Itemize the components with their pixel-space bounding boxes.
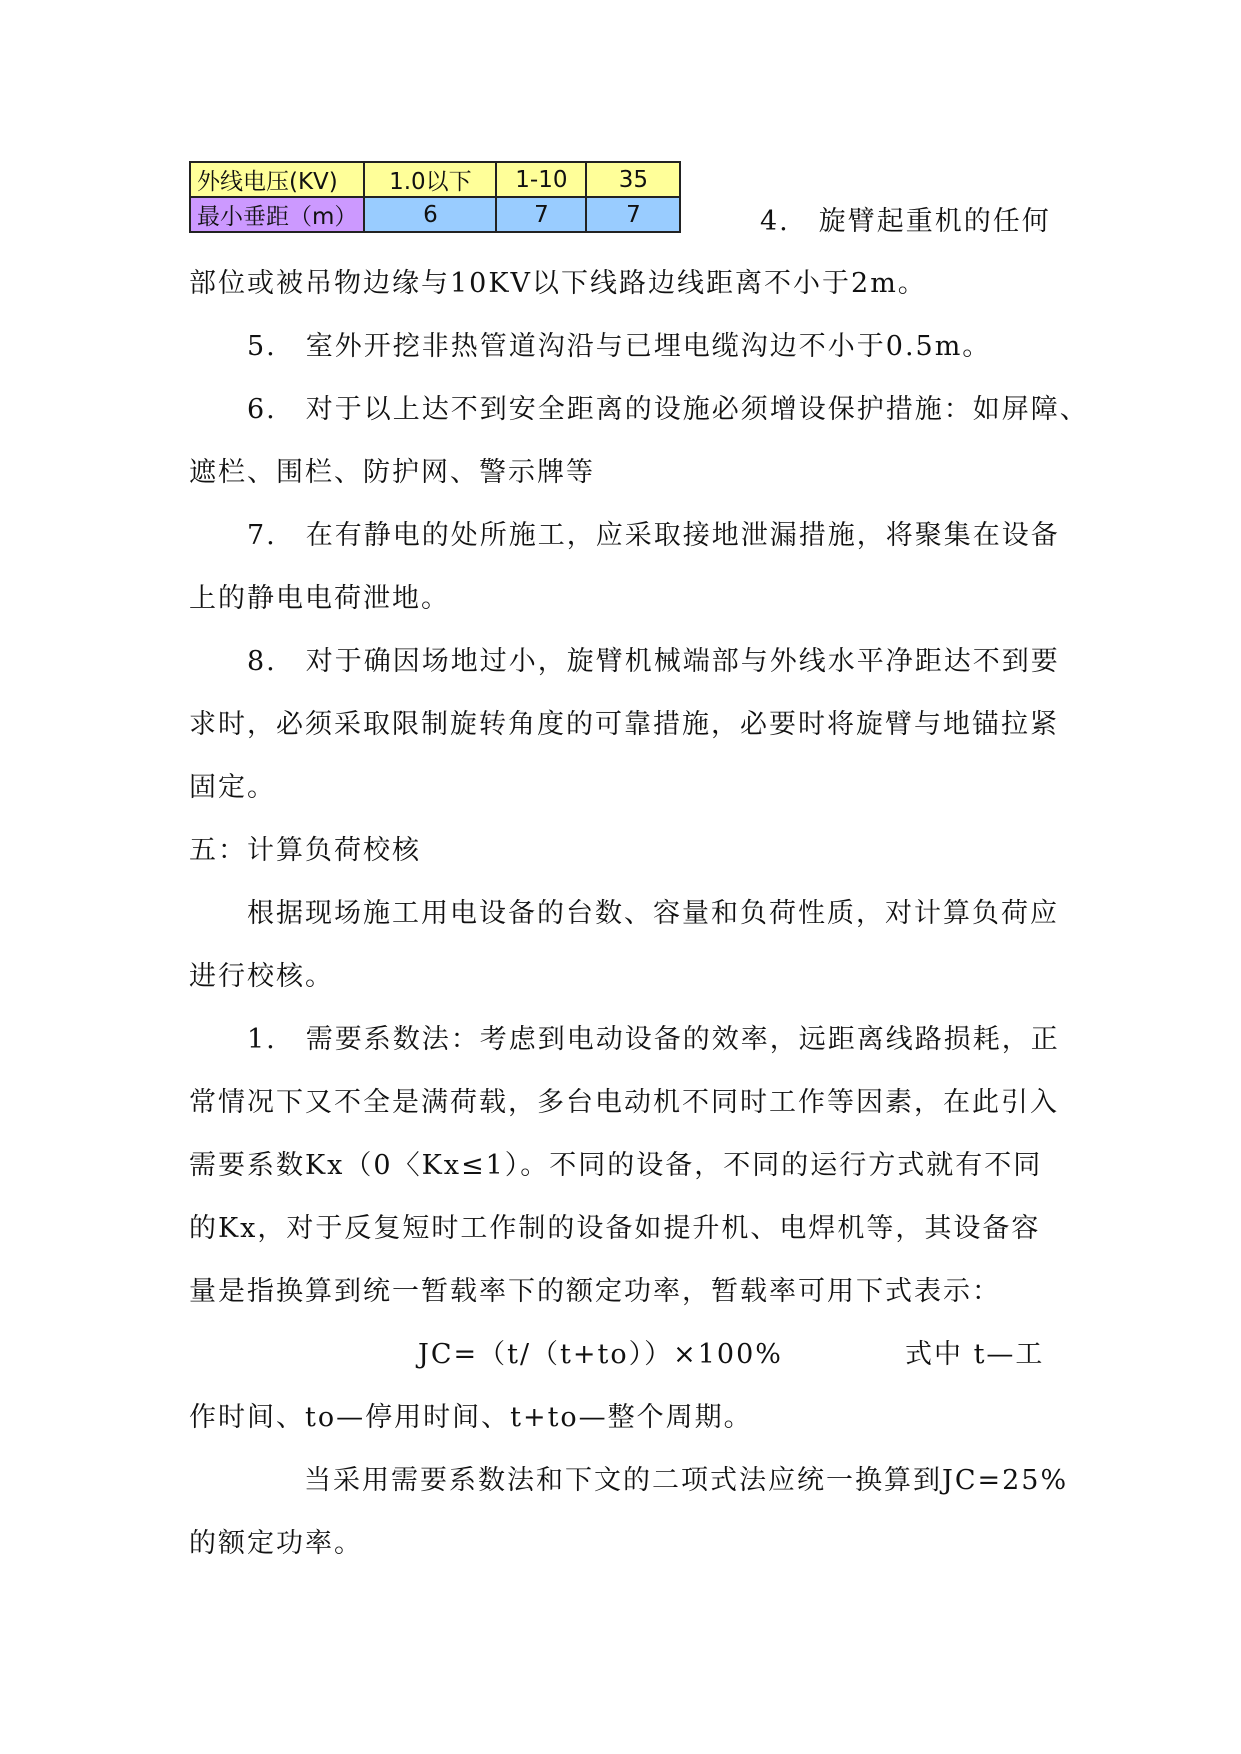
text-line: 常情况下又不全是满荷载，多台电动机不同时工作等因素，在此引入 (189, 1087, 1059, 1118)
text-line: 4. 旋臂起重机的任何 (760, 206, 1051, 237)
table-cell: 最小垂距（m） (190, 197, 364, 232)
table-cell: 1.0以下 (364, 162, 496, 197)
table-cell: 6 (364, 197, 496, 232)
table-cell: 7 (586, 197, 680, 232)
text-line: 6. 对于以上达不到安全距离的设施必须增设保护措施：如屏障、 (247, 394, 1089, 425)
text-line: 求时，必须采取限制旋转角度的可靠措施，必要时将旋臂与地锚拉紧 (189, 709, 1059, 740)
text-line: 部位或被吊物边缘与10KV以下线路边线距离不小于2m。 (189, 268, 927, 299)
text-line: 需要系数Kx（0〈Kx≤1）。不同的设备，不同的运行方式就有不同 (189, 1150, 1043, 1181)
text-line: 的Kx，对于反复短时工作制的设备如提升机、电焊机等，其设备容 (189, 1213, 1041, 1244)
text-line: 上的静电电荷泄地。 (189, 583, 450, 614)
table-cell: 外线电压(KV) (190, 162, 364, 197)
text-line: 量是指换算到统一暂载率下的额定功率，暂载率可用下式表示： (189, 1276, 1001, 1307)
text-line: 式中 t—工 (905, 1339, 1045, 1370)
text-line: 当采用需要系数法和下文的二项式法应统一换算到JC=25% (304, 1465, 1069, 1496)
table-cell: 7 (496, 197, 586, 232)
table-cell: 1-10 (496, 162, 586, 197)
text-line: 遮栏、围栏、防护网、警示牌等 (189, 457, 595, 488)
text-line: 8. 对于确因场地过小，旋臂机械端部与外线水平净距达不到要 (247, 646, 1060, 677)
text-line: 固定。 (189, 772, 276, 803)
text-line: 进行校核。 (189, 961, 334, 992)
table-row (190, 197, 680, 232)
text-line: 根据现场施工用电设备的台数、容量和负荷性质，对计算负荷应 (247, 898, 1059, 929)
table-cell: 35 (586, 162, 680, 197)
distance-table (189, 161, 681, 233)
section-heading: 五：计算负荷校核 (189, 835, 421, 866)
text-line: 7. 在有静电的处所施工，应采取接地泄漏措施，将聚集在设备 (247, 520, 1060, 551)
text-line: 作时间、to—停用时间、t+to—整个周期。 (189, 1402, 753, 1433)
text-line: 的额定功率。 (189, 1528, 363, 1559)
text-line: 1. 需要系数法：考虑到电动设备的效率，远距离线路损耗，正 (247, 1024, 1060, 1055)
formula: JC=（t/（t+to））×100% (418, 1339, 783, 1370)
text-line: 5. 室外开挖非热管道沟沿与已埋电缆沟边不小于0.5m。 (247, 331, 992, 362)
table-header-row (190, 162, 680, 197)
